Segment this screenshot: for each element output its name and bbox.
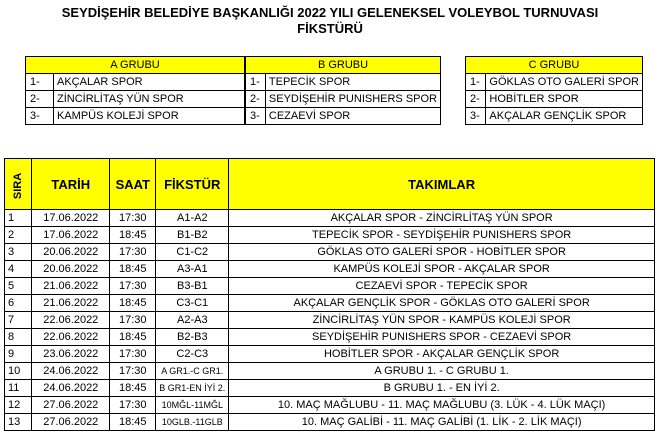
cell-takimlar: SEYDİŞEHİR PUNISHERS SPOR - CEZAEVİ SPOR bbox=[229, 329, 655, 346]
cell-sira: 2 bbox=[5, 227, 32, 244]
cell-saat: 17:30 bbox=[110, 244, 156, 261]
header-tarih: TARİH bbox=[32, 159, 110, 210]
cell-fikstur: B GR1-EN İYİ 2. bbox=[156, 380, 229, 397]
cell-sira: 4 bbox=[5, 261, 32, 278]
group-team-number: 1- bbox=[26, 74, 54, 91]
group-team-name: KAMPÜS KOLEJİ SPOR bbox=[54, 108, 245, 125]
cell-takimlar: KAMPÜS KOLEJİ SPOR - AKÇALAR SPOR bbox=[229, 261, 655, 278]
cell-takimlar: HOBİTLER SPOR - AKÇALAR GENÇLİK SPOR bbox=[229, 346, 655, 363]
group-team-number: 2- bbox=[26, 91, 54, 108]
group-team-row bbox=[246, 74, 441, 91]
cell-tarih: 23.06.2022 bbox=[32, 346, 110, 363]
cell-tarih: 17.06.2022 bbox=[32, 227, 110, 244]
cell-tarih: 24.06.2022 bbox=[32, 380, 110, 397]
cell-fikstur: B1-B2 bbox=[156, 227, 229, 244]
group-team-number: 3- bbox=[246, 108, 266, 125]
group-team-row bbox=[466, 91, 643, 108]
header-fikstur: FİKSTÜR bbox=[156, 159, 229, 210]
header-saat: SAAT bbox=[110, 159, 156, 210]
group-team-name: TEPECİK SPOR bbox=[265, 74, 440, 91]
cell-fikstur: A GR1.-C GR1. bbox=[156, 363, 229, 380]
cell-fikstur: B2-B3 bbox=[156, 329, 229, 346]
cell-saat: 17:30 bbox=[110, 312, 156, 329]
cell-fikstur: C2-C3 bbox=[156, 346, 229, 363]
fixture-row bbox=[5, 295, 655, 312]
cell-fikstur: A2-A3 bbox=[156, 312, 229, 329]
cell-takimlar: GÖKLAS OTO GALERİ SPOR - HOBİTLER SPOR bbox=[229, 244, 655, 261]
group-team-row bbox=[26, 108, 245, 125]
cell-sira: 1 bbox=[5, 210, 32, 227]
page-subtitle: FİKSTÜRÜ bbox=[297, 21, 363, 36]
cell-sira: 5 bbox=[5, 278, 32, 295]
group-team-name: ZİNCİRLİTAŞ YÜN SPOR bbox=[54, 91, 245, 108]
group-team-number: 3- bbox=[466, 108, 486, 125]
cell-fikstur: 10GLB.-11GLB bbox=[156, 414, 229, 431]
cell-sira: 8 bbox=[5, 329, 32, 346]
cell-takimlar: TEPECİK SPOR - SEYDİŞEHİR PUNISHERS SPOR bbox=[229, 227, 655, 244]
cell-takimlar: 10. MAÇ MAĞLUBU - 11. MAÇ MAĞLUBU (3. LÜK - 4. LÜK MAÇI) bbox=[229, 397, 655, 414]
cell-saat: 17:30 bbox=[110, 346, 156, 363]
cell-tarih: 20.06.2022 bbox=[32, 244, 110, 261]
cell-sira: 11 bbox=[5, 380, 32, 397]
cell-sira: 6 bbox=[5, 295, 32, 312]
group-team-name: HOBİTLER SPOR bbox=[486, 91, 643, 108]
fixture-row bbox=[5, 312, 655, 329]
cell-tarih: 22.06.2022 bbox=[32, 329, 110, 346]
cell-sira: 12 bbox=[5, 397, 32, 414]
cell-sira: 10 bbox=[5, 363, 32, 380]
group-team-name: AKÇALAR SPOR bbox=[54, 74, 245, 91]
cell-fikstur: A3-A1 bbox=[156, 261, 229, 278]
cell-saat: 18:45 bbox=[110, 227, 156, 244]
fixture-row bbox=[5, 380, 655, 397]
cell-tarih: 20.06.2022 bbox=[32, 261, 110, 278]
group-team-number: 2- bbox=[466, 91, 486, 108]
group-team-row bbox=[246, 91, 441, 108]
header-sira: SIRA bbox=[5, 159, 32, 210]
page-title: SEYDİŞEHİR BELEDİYE BAŞKANLIĞI 2022 YILI GELENEKSEL VOLEYBOL TURNUVASI bbox=[61, 5, 599, 20]
fixture-row bbox=[5, 397, 655, 414]
group-title: B GRUBU bbox=[246, 57, 441, 74]
fixture-row bbox=[5, 244, 655, 261]
cell-fikstur: 10MĞL-11MĞL bbox=[156, 397, 229, 414]
group-team-number: 3- bbox=[26, 108, 54, 125]
cell-takimlar: AKÇALAR GENÇLİK SPOR - GÖKLAS OTO GALERİ SPOR bbox=[229, 295, 655, 312]
cell-takimlar: 10. MAÇ GALİBİ - 11. MAÇ GALİBİ (1. LİK - 2. LİK MAÇI) bbox=[229, 414, 655, 431]
cell-takimlar: A GRUBU 1. - C GRUBU 1. bbox=[229, 363, 655, 380]
fixture-row bbox=[5, 210, 655, 227]
group-team-number: 2- bbox=[246, 91, 266, 108]
group-team-row bbox=[246, 108, 441, 125]
group-team-row bbox=[466, 74, 643, 91]
fixture-row bbox=[5, 261, 655, 278]
group-box-3 bbox=[465, 56, 643, 125]
cell-saat: 18:45 bbox=[110, 414, 156, 431]
fixture-row bbox=[5, 363, 655, 380]
group-box-1 bbox=[25, 56, 245, 125]
group-team-number: 1- bbox=[246, 74, 266, 91]
group-team-name: GÖKLAS OTO GALERİ SPOR bbox=[486, 74, 643, 91]
cell-sira: 9 bbox=[5, 346, 32, 363]
cell-tarih: 17.06.2022 bbox=[32, 210, 110, 227]
cell-sira: 13 bbox=[5, 414, 32, 431]
cell-takimlar: B GRUBU 1. - EN İYİ 2. bbox=[229, 380, 655, 397]
cell-tarih: 22.06.2022 bbox=[32, 312, 110, 329]
group-team-row bbox=[26, 91, 245, 108]
cell-fikstur: C3-C1 bbox=[156, 295, 229, 312]
fixture-header-row bbox=[5, 159, 655, 210]
fixture-table bbox=[4, 158, 655, 431]
cell-takimlar: ZİNCİRLİTAŞ YÜN SPOR - KAMPÜS KOLEJİ SPOR bbox=[229, 312, 655, 329]
cell-saat: 18:45 bbox=[110, 380, 156, 397]
fixture-row bbox=[5, 346, 655, 363]
cell-sira: 3 bbox=[5, 244, 32, 261]
header-takimlar: TAKIMLAR bbox=[229, 159, 655, 210]
cell-fikstur: B3-B1 bbox=[156, 278, 229, 295]
cell-saat: 17:30 bbox=[110, 278, 156, 295]
cell-saat: 17:30 bbox=[110, 363, 156, 380]
group-team-name: CEZAEVİ SPOR bbox=[265, 108, 440, 125]
fixture-row bbox=[5, 227, 655, 244]
cell-sira: 7 bbox=[5, 312, 32, 329]
group-team-row bbox=[26, 74, 245, 91]
group-team-number: 1- bbox=[466, 74, 486, 91]
group-team-name: AKÇALAR GENÇLİK SPOR bbox=[486, 108, 643, 125]
cell-fikstur: C1-C2 bbox=[156, 244, 229, 261]
cell-tarih: 24.06.2022 bbox=[32, 363, 110, 380]
cell-saat: 18:45 bbox=[110, 295, 156, 312]
group-team-row bbox=[466, 108, 643, 125]
fixture-row bbox=[5, 329, 655, 346]
cell-tarih: 21.06.2022 bbox=[32, 278, 110, 295]
cell-saat: 18:45 bbox=[110, 329, 156, 346]
cell-takimlar: CEZAEVİ SPOR - TEPECİK SPOR bbox=[229, 278, 655, 295]
cell-saat: 17:30 bbox=[110, 210, 156, 227]
fixture-row bbox=[5, 278, 655, 295]
fixture-row bbox=[5, 414, 655, 431]
cell-tarih: 27.06.2022 bbox=[32, 397, 110, 414]
cell-saat: 18:45 bbox=[110, 261, 156, 278]
cell-fikstur: A1-A2 bbox=[156, 210, 229, 227]
group-title: A GRUBU bbox=[26, 57, 245, 74]
cell-tarih: 21.06.2022 bbox=[32, 295, 110, 312]
cell-saat: 17:30 bbox=[110, 397, 156, 414]
group-title: C GRUBU bbox=[466, 57, 643, 74]
group-team-name: SEYDİŞEHİR PUNISHERS SPOR bbox=[265, 91, 440, 108]
group-box-2 bbox=[245, 56, 441, 125]
cell-takimlar: AKÇALAR SPOR - ZİNCİRLİTAŞ YÜN SPOR bbox=[229, 210, 655, 227]
cell-tarih: 27.06.2022 bbox=[32, 414, 110, 431]
